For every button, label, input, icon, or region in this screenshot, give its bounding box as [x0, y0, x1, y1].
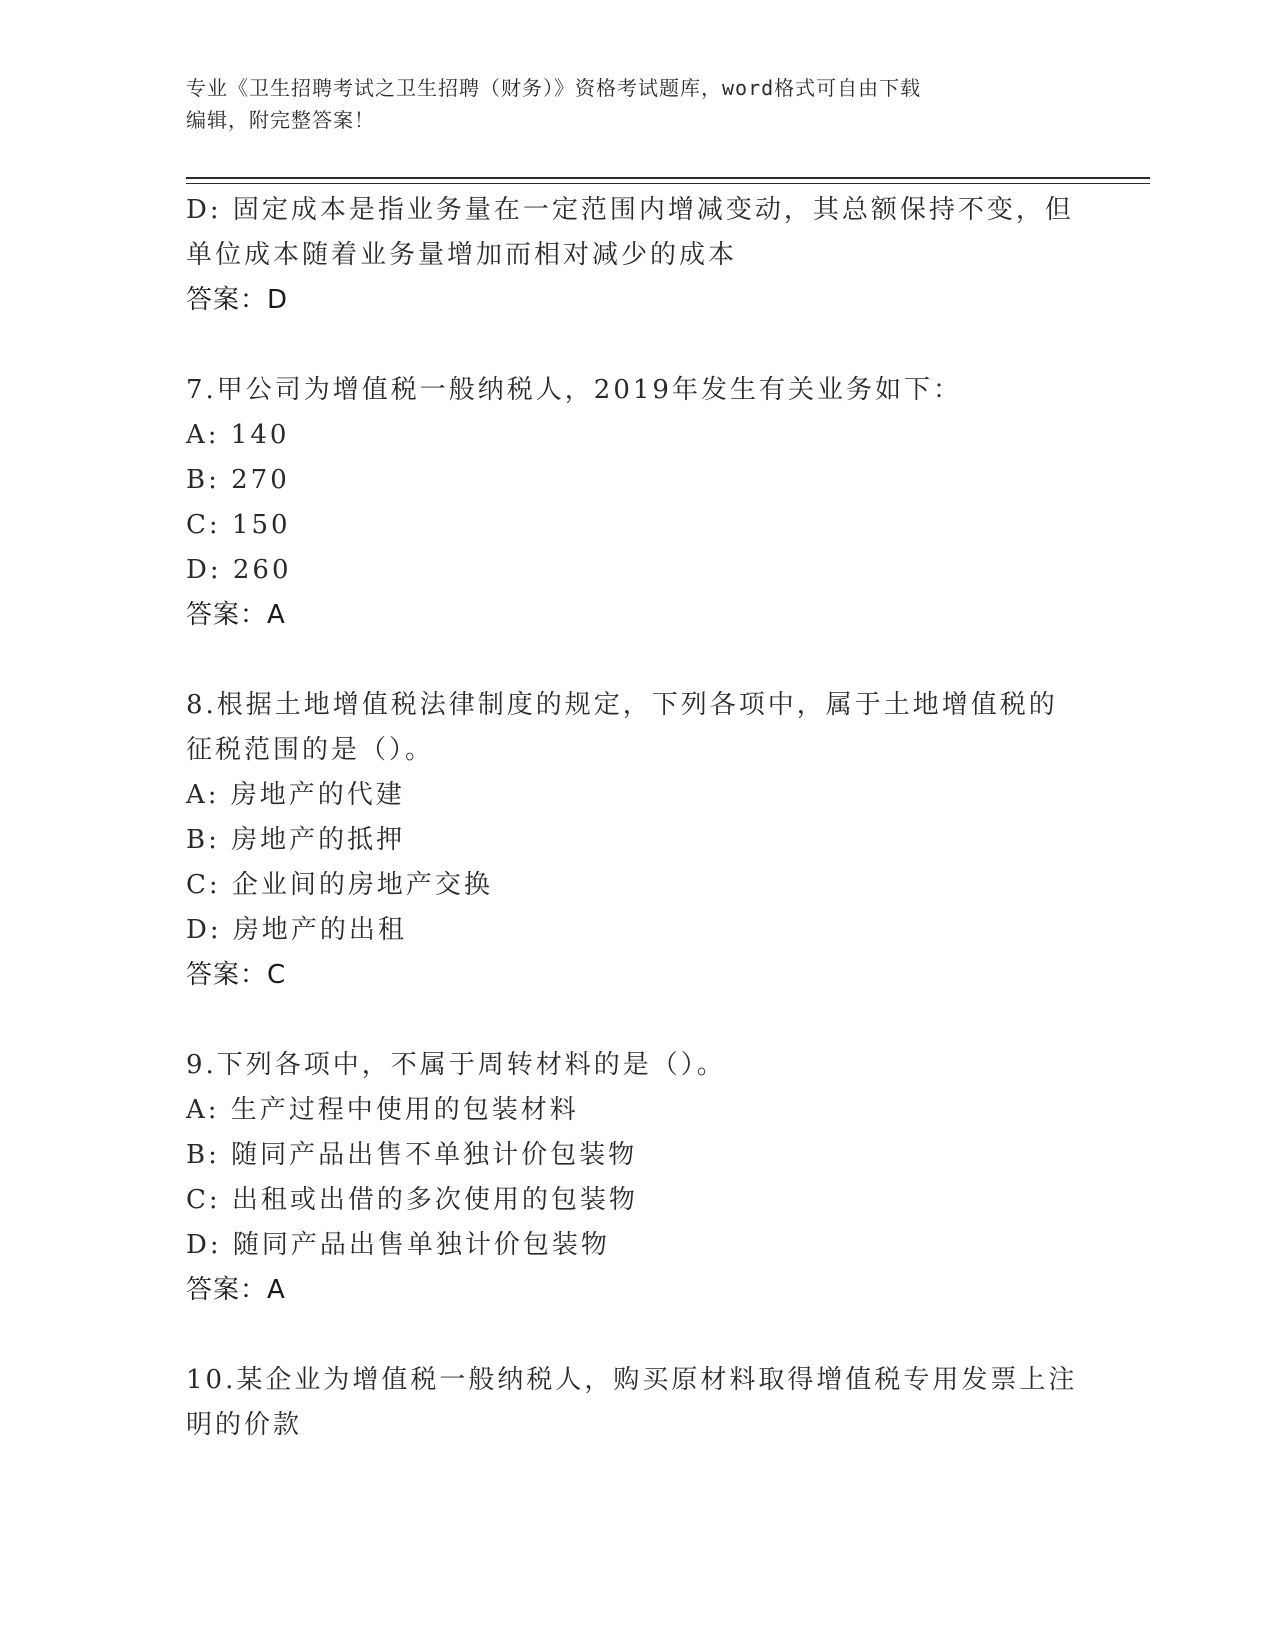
- question-8: [186, 683, 1086, 998]
- option-b: B: 房地产的抵押: [186, 825, 406, 855]
- document-header: [186, 72, 1086, 136]
- spacer: [186, 323, 1086, 368]
- question-text-continued: 征税范围的是（）。: [186, 735, 435, 765]
- question-7: [186, 368, 1086, 638]
- spacer: [186, 1313, 1086, 1358]
- option-d: D: 随同产品出售单独计价包装物: [186, 1230, 610, 1260]
- question-6-tail: [186, 188, 1086, 323]
- spacer: [186, 998, 1086, 1043]
- option-a: A: 140: [186, 420, 290, 450]
- option-c: C: 企业间的房地产交换: [186, 870, 493, 900]
- question-9: [186, 1043, 1086, 1313]
- question-text: 9.下列各项中，不属于周转材料的是（）。: [186, 1050, 726, 1080]
- question-text: 10.某企业为增值税一般纳税人，购买原材料取得增值税专用发票上注: [186, 1365, 1078, 1395]
- option-d-continued: 单位成本随着业务量增加而相对减少的成本: [186, 240, 738, 270]
- answer: 答案：A: [186, 1275, 286, 1305]
- option-a: A: 生产过程中使用的包装材料: [186, 1095, 579, 1125]
- question-text: 8.根据土地增值税法律制度的规定，下列各项中，属于土地增值税的: [186, 690, 1058, 720]
- header-title-line-1: 专业《卫生招聘考试之卫生招聘（财务）》资格考试题库，word格式可自由下载: [186, 76, 922, 100]
- option-b: B: 随同产品出售不单独计价包装物: [186, 1140, 638, 1170]
- option-c: C: 150: [186, 510, 291, 540]
- option-d: D: 固定成本是指业务量在一定范围内增减变动，其总额保持不变，但: [186, 195, 1074, 225]
- question-10: [186, 1358, 1086, 1448]
- option-b: B: 270: [186, 465, 290, 495]
- option-d: D: 260: [186, 555, 292, 585]
- question-text-continued: 明的价款: [186, 1410, 303, 1440]
- spacer: [186, 638, 1086, 683]
- header-divider-thin: [186, 183, 1150, 184]
- option-d: D: 房地产的出租: [186, 915, 407, 945]
- answer: 答案：D: [186, 285, 289, 315]
- header-title-line-2: 编辑，附完整答案！: [186, 108, 375, 132]
- header-divider-thick: [186, 177, 1150, 179]
- option-c: C: 出租或出借的多次使用的包装物: [186, 1185, 638, 1215]
- question-text: 7.甲公司为增值税一般纳税人，2019年发生有关业务如下：: [186, 375, 962, 405]
- answer: 答案：A: [186, 600, 286, 630]
- answer: 答案：C: [186, 960, 287, 990]
- option-a: A: 房地产的代建: [186, 780, 405, 810]
- question-list: [186, 188, 1086, 1448]
